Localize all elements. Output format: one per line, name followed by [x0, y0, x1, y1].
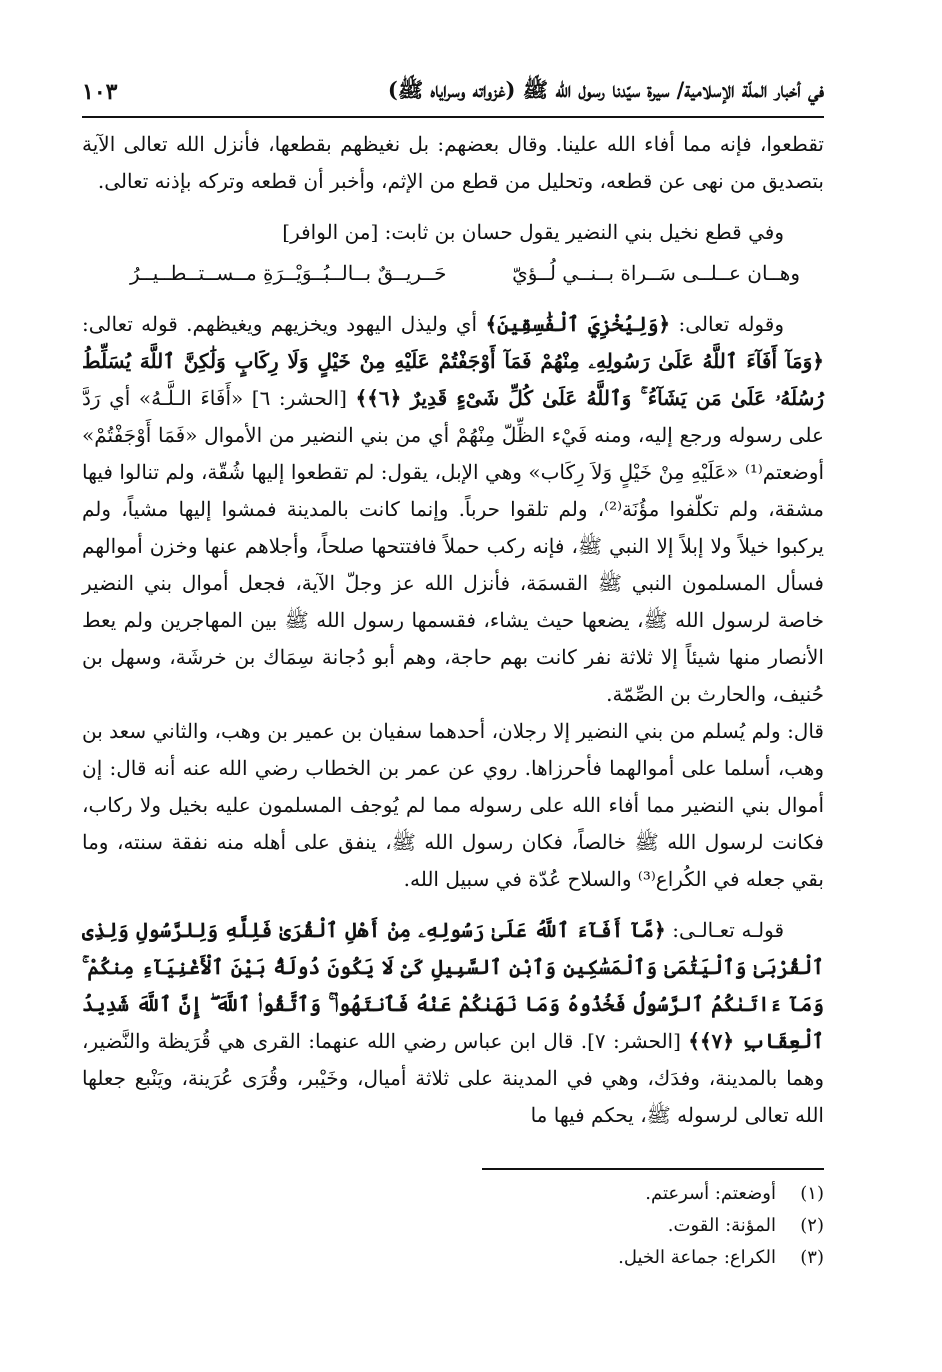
verse-second-hemistich: حَــريــقٌ بــالــبُــوَيْــرَةِ مــســتــطــيــرُ	[130, 261, 447, 285]
paragraph-5-text: [الحشر: ٧]. قال ابن عباس رضي الله عنهما: القرى هي قُرَيظة والنَّضير، وهما بالمدينة، وفدَك، وهي في المدينة على ثلاثة أميال، وخَيْبر، وقُرَى عُرَينة، ويَنْبع جعلها الله تعالى لرسوله ﷺ، يحكم فيها ما	[82, 1029, 824, 1127]
footnote-2	[82, 1210, 824, 1242]
footnote-number: (٢)	[800, 1215, 824, 1236]
paragraph-1: تقطعوا، فإنه مما أفاء الله علينا. وقال بعضهم: بل نغيظهم بقطعها، فأنزل الله تعالى الآية بتصديق من نهى عن قطعه، وتحليل من قطع من الإثم، وأخبر أن قطعه وتركه بإذنه تعالى.	[82, 132, 824, 193]
footnote-divider	[482, 1168, 824, 1170]
paragraph-3-commentary: [الحشر: ٦] «أَفَاءَ الـلَّـهُ» أي رَدَّ على رسوله ورجع إليه، ومنه فَيْء الظِّلّ مِنْهُمْ أي من بني النضير من الأموال «فَمَا أَوْجَفْتُمْ» أوضعتم⁽¹⁾ «عَلَيْهِ مِنْ خَيْلٍ وَلاَ رِكَاب» وهي الإبل، يقول: لم تقطعوا إليها شُقّة، ولم تنالوا فيها مشقة، ولم تكلّفوا مؤُنَة⁽²⁾، ولم تلقوا حرباً. وإنما كانت بالمدينة فمشوا إليها مشياً، ولم يركبوا خيلاً ولا إبلاً إلا النبي ﷺ، فإنه ركب حملاً فافتتحها صلحاً، وأجلاهم عنها وخزن أموالهم فسأل المسلمون النبي ﷺ القسمَة، فأنزل الله عز وجلّ الآية، فجعل أموال بني النضير خاصة لرسول الله ﷺ، يضعها حيث يشاء، فقسمها رسول الله ﷺ بين المهاجرين ولم يعط الأنصار منها شيئاً إلا ثلاثة نفر كانت بهم حاجة، وهم أبو دُجانة سِمَاك بن خرشَة، وسهل بن حُنيف، والحارث بن الصِّمّة.	[82, 386, 825, 706]
header-title: في أخبار الملّة الإسلامية/ سيرة سيّدنا رسول الله ﷺ (غزواته وسراياه ﷺ)	[387, 76, 824, 102]
footnote-3	[82, 1242, 824, 1274]
verse-first-hemistich: وهــان عــلــى سَــراة بــنــي لُــؤيّ	[512, 261, 800, 285]
paragraph-5	[82, 912, 824, 1134]
paragraph-3-intro: وقوله تعالى:	[670, 312, 784, 336]
footnote-text: الكراع: جماعة الخيل.	[618, 1247, 776, 1268]
footnote-number: (١)	[800, 1183, 824, 1204]
footnote-text: أوضعتم: أسرعتم.	[645, 1183, 776, 1204]
footnote-text: المؤنة: القوت.	[667, 1215, 776, 1236]
paragraph-2: وفي قطع نخيل بني النضير يقول حسان بن ثابت: [من الوافر]	[282, 220, 784, 244]
page-number: ١٠٣	[82, 79, 118, 105]
footnote-1	[82, 1178, 824, 1210]
paragraph-4: قال: ولم يُسلم من بني النضير إلا رجلان، أحدهما سفيان بن عمير بن وهب، والثاني سعد بن وهب، أسلما على أموالهما فأحرزاها. روي عن عمر بن الخطاب رضي الله عنه أنه قال: إن أموال بني النضير مما أفاء الله على رسوله مما لم يُوجف المسلمون عليه بخيل ولا ركاب، فكانت لرسول الله ﷺ خالصاً، فكان رسول الله ﷺ، ينفق على أهله منه نفقة سنته، وما بقي جعله في الكُراع⁽³⁾ والسلاح عُدّة في سبيل الله.	[82, 719, 824, 891]
main-text	[82, 126, 824, 1134]
poetry-verse	[82, 255, 824, 292]
running-header	[82, 72, 824, 112]
footnote-number: (٣)	[800, 1247, 824, 1268]
paragraph-3	[82, 306, 824, 713]
paragraph-5-intro: قولـه تعـالـى:	[665, 918, 785, 942]
header-divider	[82, 116, 824, 118]
footnotes	[82, 1178, 824, 1274]
paragraph-3-text: أي وليذل اليهود ويخزيهم ويغيظهم. قوله تعالى:	[82, 312, 486, 336]
quran-quote-1: ﴿وَلِيُخْزِيَ ٱلْفَٰسِقِينَ﴾	[485, 312, 671, 336]
quran-quote-3: ﴿مَّآ أَفَآءَ ٱللَّهُ عَلَىٰ رَسُولِهِۦ مِنْ أَهْلِ ٱلْقُرَىٰ فَلِلَّهِ وَلِلرَّسُولِ وَلِذِى ٱلْقُرْبَىٰ وَٱلْيَتَٰمَىٰ وَٱلْمَسَٰكِينِ وَٱبْنِ ٱلسَّبِيلِ كَىْ لَا يَكُونَ دُولَةًۢ بَيْنَ ٱلْأَغْنِيَآءِ مِنكُمْ ۚ وَمَآ ءَاتَىٰكُمُ ٱلرَّسُولُ فَخُذُوهُ وَمَا نَهَىٰكُمْ عَنْهُ فَٱنتَهُوا۟ ۚ وَٱتَّقُوا۟ ٱللَّهَ ۖ إِنَّ ٱللَّهَ شَدِيدُ ٱلْعِقَابِ ﴿٧﴾﴾	[82, 918, 824, 1053]
quran-quote-2: ﴿وَمَآ أَفَآءَ ٱللَّهُ عَلَىٰ رَسُولِهِۦ مِنْهُمْ فَمَآ أَوْجَفْتُمْ عَلَيْهِ مِنْ خَيْلٍ وَلَا رِكَابٍ وَلَٰكِنَّ ٱللَّهَ يُسَلِّطُ رُسُلَهُۥ عَلَىٰ مَن يَشَآءُ ۚ وَٱللَّهُ عَلَىٰ كُلِّ شَىْءٍ قَدِيرٌ ﴿٦﴾﴾	[82, 349, 824, 410]
